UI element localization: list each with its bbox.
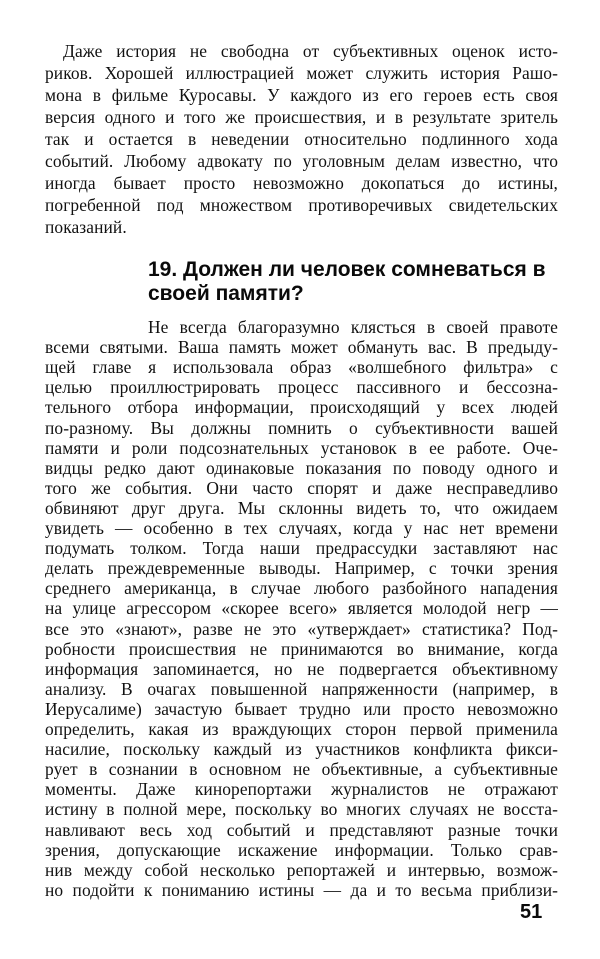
text-line: версия одного и того же происшествия, и в результате зритель bbox=[45, 107, 558, 127]
text-line: рует в сознании в основном не объективные, а субъективные bbox=[45, 759, 558, 780]
text-line: показаний. bbox=[45, 217, 127, 237]
section-heading-line-1: 19. Должен ли человек сомневаться в bbox=[148, 258, 546, 281]
text-line: навливают весь ход событий и представляют разные точки bbox=[45, 819, 558, 840]
text-line: по-разному. Вы должны помнить о субъективности вашей bbox=[45, 417, 558, 438]
text-line: тельного отбора информации, происходящий у всех людей bbox=[45, 397, 558, 418]
text-line: насилие, поскольку каждый из участников конфликта фикси- bbox=[45, 739, 558, 760]
page-number: 51 bbox=[520, 901, 543, 923]
text-line: анализу. В очагах повышенной напряженности (например, в bbox=[45, 678, 558, 699]
text-line: моменты. Даже кинорепортажи журналистов не отражают bbox=[45, 779, 558, 800]
text-line: Не всегда благоразумно клясться в своей правоте bbox=[148, 317, 558, 337]
text-line: так и остается в неведении относительно подлинного хода bbox=[45, 129, 558, 149]
text-line: нив между собой несколько репортажей и интервью, возмож- bbox=[45, 859, 558, 880]
text-line: истину в полной мере, поскольку во многих случаях не восста- bbox=[45, 799, 558, 820]
text-line: щей главе я использовала образ «волшебного фильтра» с bbox=[45, 357, 558, 378]
text-line: Иерусалиме) зачастую бывает трудно или просто невозможно bbox=[45, 698, 558, 719]
text-line: делать преждевременные выводы. Например, с точки зрения bbox=[45, 558, 558, 579]
text-line: риков. Хорошей иллюстрацией может служить история Рашо- bbox=[45, 63, 558, 83]
text-line: погребенной под множеством противоречивых свидетельских bbox=[45, 195, 558, 215]
text-line: мона в фильме Куросавы. У каждого из его героев есть своя bbox=[45, 85, 558, 105]
text-line: увидеть — особенно в тех случаях, когда у нас нет времени bbox=[45, 518, 558, 538]
text-line: на улице агрессором «скорее всего» является молодой негр — bbox=[45, 598, 558, 619]
text-line: видцы редко дают одинаковые показания по поводу одного и bbox=[45, 457, 558, 478]
text-line: целью проиллюстрировать процесс пассивного и бессозна- bbox=[45, 377, 558, 398]
text-line: зрения, допускающие искажение информации. Только срав- bbox=[45, 839, 558, 860]
text-line: робности происшествия не принимаются во внимание, когда bbox=[45, 638, 558, 659]
text-line: всеми святыми. Ваша память может обмануть вас. В предыду- bbox=[45, 337, 558, 358]
text-line: среднего американца, в случае любого разбойного нападения bbox=[45, 578, 558, 599]
text-line: все это «знают», разве не это «утверждает» статистика? Под- bbox=[45, 618, 558, 639]
text-line: памяти и роли подсознательных установок в ее работе. Оче- bbox=[45, 437, 558, 458]
text-line: Даже история не свободна от субъективных оценок исто- bbox=[63, 41, 558, 61]
text-line: иногда бывает просто невозможно докопаться до истины, bbox=[45, 173, 558, 193]
text-line: подумать толком. Тогда наши предрассудки заставляют нас bbox=[45, 538, 558, 559]
text-line: событий. Любому адвокату по уголовным делам известно, что bbox=[45, 151, 558, 171]
text-line: обвиняют друг друга. Мы склонны видеть то, что ожидаем bbox=[45, 497, 558, 518]
text-line: определить, какая из враждующих сторон первой применила bbox=[45, 719, 558, 739]
text-line: но подойти к пониманию истины — да и то весьма приблизи- bbox=[45, 879, 558, 900]
section-heading-line-2: своей памяти? bbox=[148, 282, 304, 305]
text-line: того же события. Они часто спорят и даже несправедливо bbox=[45, 477, 558, 498]
text-line: информация запоминается, но не подвергается объективному bbox=[45, 658, 558, 679]
